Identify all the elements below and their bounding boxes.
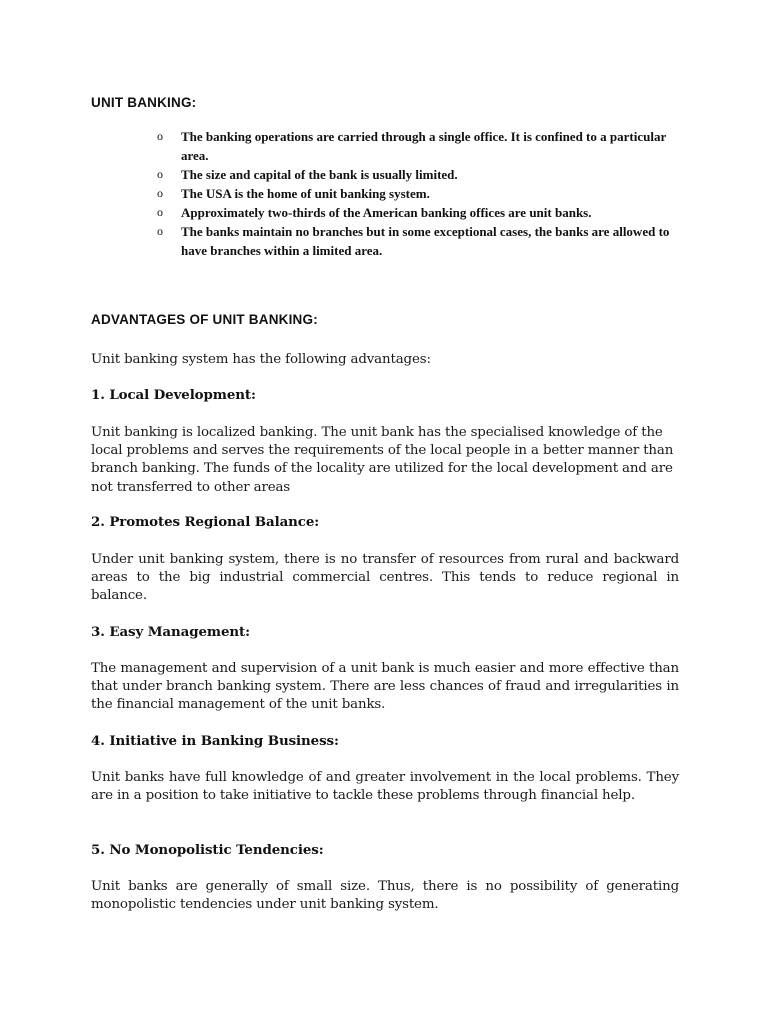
advantage-title-regional-balance: 2. Promotes Regional Balance: <box>91 514 320 530</box>
unit-banking-bullet-list <box>157 127 677 260</box>
list-item <box>157 184 677 203</box>
bullet-text: The banks maintain no branches but in some exceptional cases, the banks are allowed to have branches within a limited area. <box>181 224 670 258</box>
bullet-text: The banking operations are carried through a single office. It is confined to a particular area. <box>181 129 666 163</box>
bullet-marker-icon: o <box>157 186 163 200</box>
unit-banking-heading: UNIT BANKING: <box>91 95 197 110</box>
advantage-title-local-development: 1. Local Development: <box>91 387 256 403</box>
advantage-title-easy-management: 3. Easy Management: <box>91 624 250 640</box>
list-item <box>157 127 677 165</box>
bullet-text: The size and capital of the bank is usually limited. <box>181 167 458 182</box>
advantage-body-no-monopoly: Unit banks are generally of small size. Thus, there is no possibility of generating monopolistic tendencies under unit banking system. <box>91 879 679 913</box>
bullet-text: Approximately two-thirds of the American banking offices are unit banks. <box>181 205 592 220</box>
list-item <box>157 165 677 184</box>
advantage-title-no-monopoly: 5. No Monopolistic Tendencies: <box>91 842 324 858</box>
advantage-title-initiative: 4. Initiative in Banking Business: <box>91 733 339 749</box>
advantage-body-local-development: Unit banking is localized banking. The unit bank has the specialised knowledge of the local problems and serves the requirements of the local people in a better manner than branch banking. The funds of the locality are utilized for the local development and are not transferred to other areas <box>91 425 674 495</box>
advantages-heading: ADVANTAGES OF UNIT BANKING: <box>91 312 318 327</box>
bullet-text: The USA is the home of unit banking system. <box>181 186 430 201</box>
bullet-marker-icon: o <box>157 167 163 181</box>
advantages-intro: Unit banking system has the following advantages: <box>91 352 431 367</box>
bullet-marker-icon: o <box>157 129 163 143</box>
list-item <box>157 203 677 222</box>
list-item <box>157 222 677 260</box>
bullet-marker-icon: o <box>157 205 163 219</box>
advantage-body-initiative: Unit banks have full knowledge of and greater involvement in the local problems. They are in a position to take initiative to tackle these problems through financial help. <box>91 770 679 804</box>
bullet-marker-icon: o <box>157 224 163 238</box>
advantage-body-regional-balance: Under unit banking system, there is no transfer of resources from rural and backward areas to the big industrial commercial centres. This tends to reduce regional in balance. <box>91 552 679 604</box>
advantage-body-easy-management: The management and supervision of a unit bank is much easier and more effective than that under branch banking system. There are less chances of fraud and irregularities in the financial management of the unit banks. <box>91 661 679 713</box>
